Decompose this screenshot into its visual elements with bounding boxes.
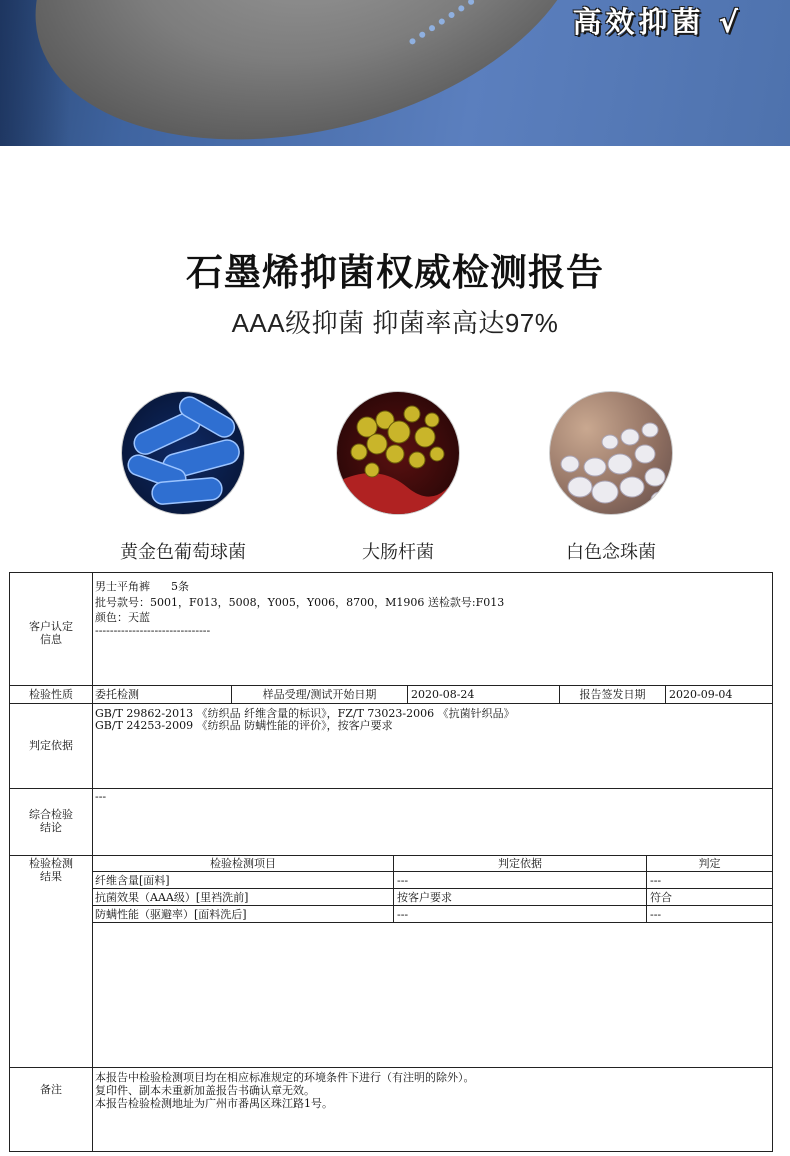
microbe-label: 黄金色葡萄球菌 bbox=[120, 542, 246, 563]
start-date-label: 样品受理/测试开始日期 bbox=[262, 688, 377, 701]
microbe-item-staphylococcus bbox=[103, 391, 263, 564]
customer-line: 男士平角裤 5条 bbox=[95, 580, 189, 593]
table-row bbox=[646, 871, 773, 889]
remarks-line: 本报告中检验检测项目均在相应标准规定的环境条件下进行（有注明的除外）。 bbox=[95, 1071, 475, 1084]
issue-date: 2020-09-04 bbox=[669, 688, 733, 701]
results-label: 检验检测 结果 bbox=[29, 857, 73, 883]
rod-bacteria-icon bbox=[121, 391, 245, 515]
test-report-table bbox=[9, 572, 773, 1152]
results-header: 判定 bbox=[698, 857, 721, 870]
customer-label: 客户认定 信息 bbox=[29, 620, 73, 646]
conclusion-value-cell bbox=[92, 788, 773, 856]
page-title: 石墨烯抑菌权威检测报告 bbox=[186, 251, 604, 294]
microbe-label: 白色念珠菌 bbox=[566, 542, 656, 563]
remarks-label: 备注 bbox=[40, 1083, 62, 1096]
results-label-cell bbox=[9, 855, 93, 1068]
basis-line: GB/T 29862-2013 《纺织品 纤维含量的标识》，FZ/T 73023-2006 《抗菌针织品》 bbox=[95, 707, 515, 720]
nature-label: 检验性质 bbox=[29, 688, 73, 701]
results-header: 判定依据 bbox=[498, 857, 542, 870]
table-row bbox=[393, 905, 647, 923]
start-date: 2020-08-24 bbox=[411, 688, 475, 701]
remarks-line: 本报告检验检测地址为广州市番禺区珠江路1号。 bbox=[95, 1097, 333, 1110]
customer-line: 颜色：天蓝 bbox=[95, 611, 150, 624]
table-row bbox=[393, 871, 647, 889]
cocci-bacteria-icon bbox=[336, 391, 460, 515]
antibacterial-badge: 高效抑菌 √ bbox=[572, 5, 742, 39]
results-cell: 纤维含量[面料] bbox=[95, 874, 170, 887]
graphene-fabric-image bbox=[0, 0, 620, 146]
page-subtitle: AAA级抑菌 抑菌率高达97% bbox=[231, 308, 559, 338]
hero-banner bbox=[0, 0, 790, 146]
spore-cells-icon bbox=[549, 391, 673, 515]
customer-line: ------------------------------- bbox=[95, 624, 211, 637]
results-cell: --- bbox=[650, 874, 662, 887]
microbe-label: 大肠杆菌 bbox=[362, 542, 434, 563]
results-cell: 按客户要求 bbox=[397, 891, 452, 904]
results-header: 检验检测项目 bbox=[210, 857, 276, 870]
results-cell: --- bbox=[397, 874, 409, 887]
remarks-line: 复印件、副本未重新加盖报告书确认章无效。 bbox=[95, 1084, 315, 1097]
basis-label: 判定依据 bbox=[29, 739, 73, 752]
results-cell: 抗菌效果（AAA级）[里裆洗前] bbox=[95, 891, 249, 904]
results-cell: --- bbox=[397, 908, 409, 921]
microbe-item-candida bbox=[531, 391, 691, 564]
conclusion-value: --- bbox=[95, 790, 107, 803]
table-row bbox=[646, 905, 773, 923]
basis-line: GB/T 24253-2009 《纺织品 防螨性能的评价》，按客户要求 bbox=[95, 719, 393, 732]
nature-value: 委托检测 bbox=[95, 688, 139, 701]
remarks-label-cell bbox=[9, 1067, 93, 1152]
issue-date-label: 报告签发日期 bbox=[579, 688, 646, 701]
results-cell: 防螨性能（驱避率）[面料洗后] bbox=[95, 908, 247, 921]
microbe-item-ecoli bbox=[318, 391, 478, 564]
results-cell: 符合 bbox=[650, 891, 672, 904]
results-cell: --- bbox=[650, 908, 662, 921]
conclusion-label: 综合检验 结论 bbox=[29, 808, 73, 834]
customer-line: 批号款号：5001，F013，5008，Y005，Y006，8700，M1906 送检款号:F013 bbox=[95, 596, 505, 609]
